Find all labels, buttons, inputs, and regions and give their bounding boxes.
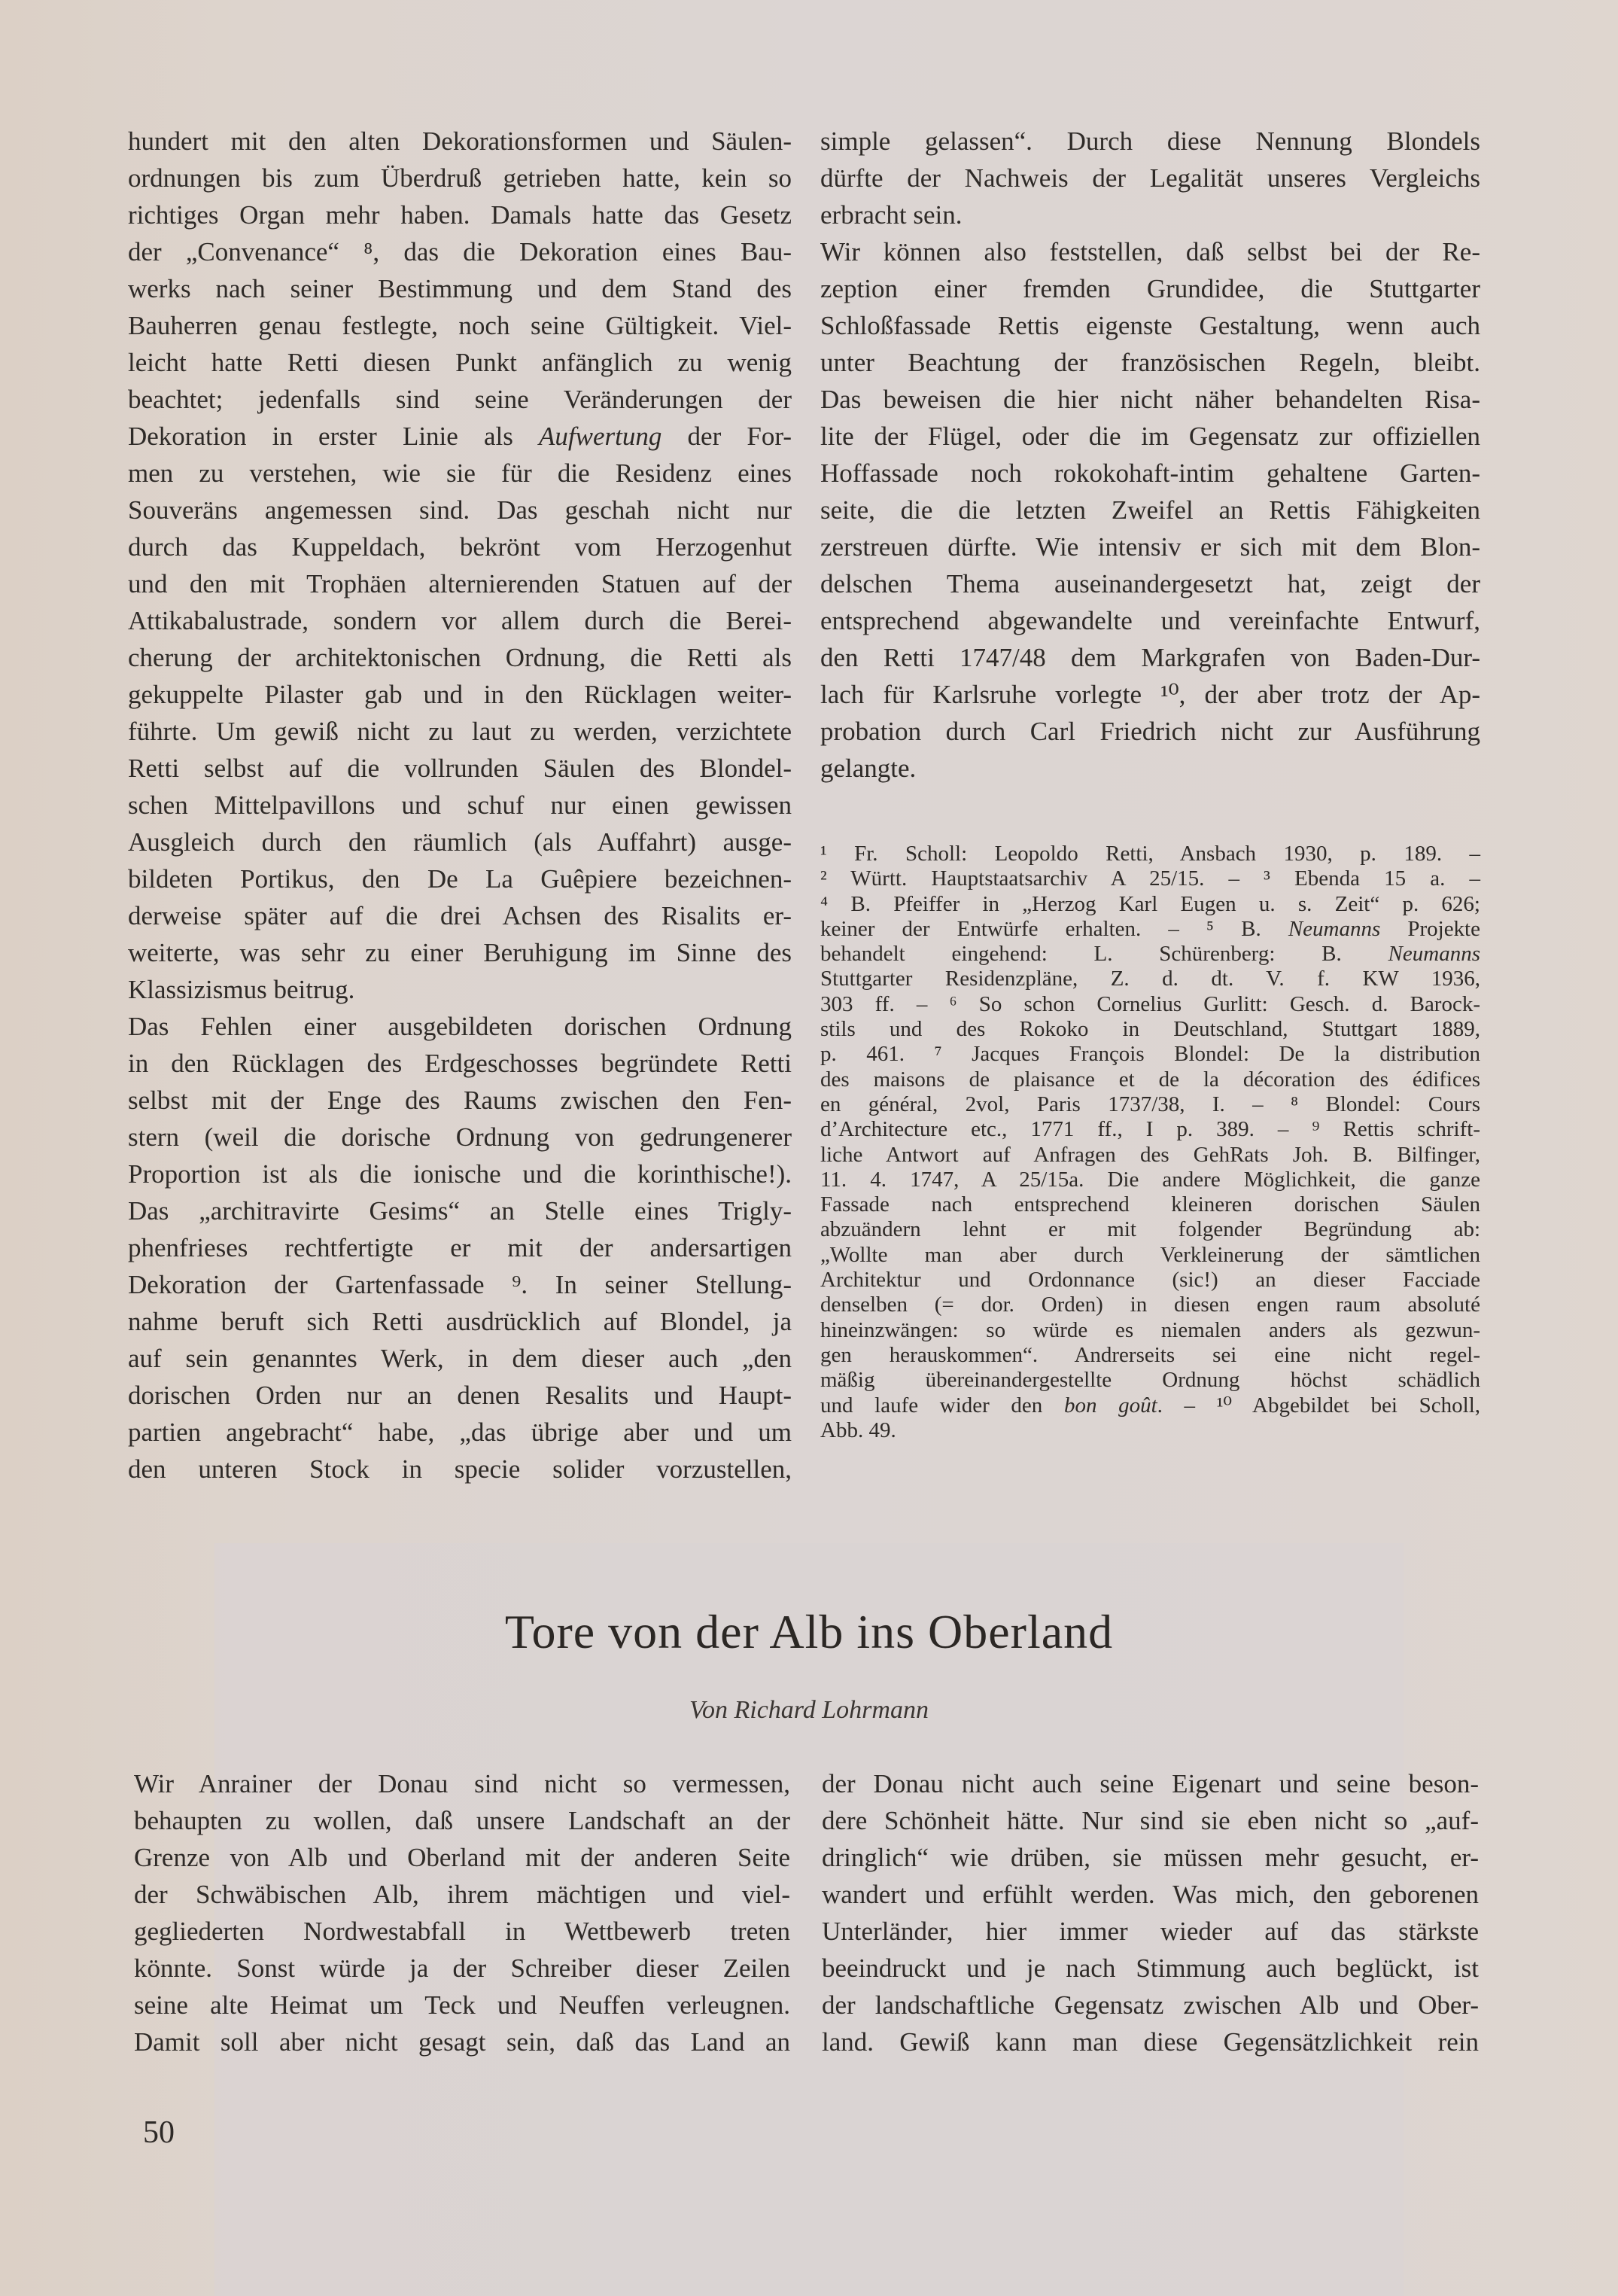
italic-emphasis: bon goût: [1063, 1393, 1157, 1417]
text-line: den unteren Stock in specie solider vorzustellen,: [128, 1454, 792, 1484]
footnote-line: „Wollte man aber durch Verkleinerung der sämtlichen: [820, 1242, 1480, 1267]
text-line: Wir Anrainer der Donau sind nicht so vermessen,: [134, 1769, 790, 1798]
text-line: partien angebracht“ habe, „das übrige aber und um: [128, 1417, 792, 1447]
text-line: men zu verstehen, wie sie für die Residenz eines: [128, 458, 792, 488]
text-line: seine alte Heimat um Teck und Neuffen verleugnen.: [134, 1990, 790, 2020]
text-line: Hoffassade noch rokokohaft-intim gehaltene Garten-: [820, 458, 1480, 488]
text-line: in den Rücklagen des Erdgeschosses begründete Retti: [128, 1049, 792, 1078]
footnote-line: ² Württ. Hauptstaatsarchiv A 25/15. – ³ Ebenda 15 a. –: [820, 866, 1480, 891]
text-line: Wir können also feststellen, daß selbst bei der Re-: [820, 237, 1480, 266]
footnote-line: abzuändern lehnt er mit folgender Begründung ab:: [820, 1217, 1480, 1242]
footnote-line: des maisons de plaisance et de la décoration des édifices: [820, 1067, 1480, 1092]
text-line: gegliederten Nordwestabfall in Wettbewerb treten: [134, 1917, 790, 1946]
text-line: der Schwäbischen Alb, ihrem mächtigen und viel-: [134, 1880, 790, 1909]
text-line: nahme beruft sich Retti ausdrücklich auf Blondel, ja: [128, 1307, 792, 1336]
text-line: durch das Kuppeldach, bekrönt vom Herzogenhut: [128, 532, 792, 562]
text-line: dere Schönheit hätte. Nur sind sie eben nicht so „auf-: [822, 1806, 1479, 1835]
footnote-line: keiner der Entwürfe erhalten. – ⁵ B. Neumanns Projekte: [820, 916, 1480, 941]
text-line: stern (weil die dorische Ordnung von gedrungenerer: [128, 1122, 792, 1152]
footnote-line: stils und des Rokoko in Deutschland, Stuttgart 1889,: [820, 1017, 1480, 1042]
text-line: hundert mit den alten Dekorationsformen und Säulen-: [128, 126, 792, 156]
text-line: ordnungen bis zum Überdruß getrieben hatte, kein so: [128, 163, 792, 193]
footnote-line: denselben (= dor. Orden) in diesen engen raum absoluté: [820, 1293, 1480, 1317]
text-line: Proportion ist als die ionische und die korinthische!).: [128, 1159, 792, 1189]
text-line: Das „architravirte Gesims“ an Stelle eines Trigly-: [128, 1196, 792, 1226]
text-line: Retti selbst auf die vollrunden Säulen des Blondel-: [128, 754, 792, 783]
footnote-line: Fassade nach entsprechend kleineren dorischen Säulen: [820, 1192, 1480, 1217]
footnotes: [820, 842, 1480, 1443]
text-line: richtiges Organ mehr haben. Damals hatte das Gesetz: [128, 200, 792, 230]
text-line: seite, die die letzten Zweifel an Rettis Fähigkeiten: [820, 495, 1480, 525]
footnote-line: Architektur und Ordonnance (sic!) an dieser Facciade: [820, 1268, 1480, 1293]
text-line: Grenze von Alb und Oberland mit der anderen Seite: [134, 1843, 790, 1872]
text-line: Bauherren genau festlegte, noch seine Gültigkeit. Viel-: [128, 311, 792, 340]
text-line: erbracht sein.: [820, 200, 963, 230]
text-line: zerstreuen dürfte. Wie intensiv er sich mit dem Blon-: [820, 532, 1480, 562]
text-line: land. Gewiß kann man diese Gegensätzlichkeit rein: [822, 2027, 1479, 2057]
text-line: und den mit Trophäen alternierenden Statuen auf der: [128, 569, 792, 598]
footnote-line: gen herauskommen“. Andrerseits sei eine nicht regel-: [820, 1342, 1480, 1367]
footnote-line: und laufe wider den bon goût. – ¹⁰ Abgebildet bei Scholl,: [820, 1393, 1481, 1417]
article-byline: Von Richard Lohrmann: [689, 1696, 929, 1724]
article-right-column: [822, 1765, 1479, 2060]
text-line: simple gelassen“. Durch diese Nennung Blondels: [820, 126, 1480, 156]
italic-emphasis: Neumanns: [1288, 916, 1381, 941]
article-title: Tore von der Alb ins Oberland: [504, 1605, 1114, 1658]
text-line: auf sein genanntes Werk, in dem dieser auch „den: [128, 1344, 792, 1373]
text-line: selbst mit der Enge des Raums zwischen den Fen-: [128, 1086, 792, 1115]
footnote-line: en général, 2vol, Paris 1737/38, I. – ⁸ Blondel: Cours: [820, 1092, 1480, 1116]
text-line: führte. Um gewiß nicht zu laut zu werden, verzichtete: [128, 717, 792, 746]
article-left-column: [134, 1765, 790, 2060]
footnote-line: ⁴ B. Pfeiffer in „Herzog Karl Eugen u. s. Zeit“ p. 626;: [820, 891, 1480, 916]
text-line: weiterte, was sehr zu einer Beruhigung im Sinne des: [128, 938, 792, 967]
text-line: zeption einer fremden Grundidee, die Stuttgarter: [820, 274, 1480, 303]
text-line: wandert und erfühlt werden. Was mich, den geborenen: [822, 1880, 1479, 1909]
text-line: Schloßfassade Rettis eigenste Gestaltung, wenn auch: [820, 311, 1480, 340]
italic-emphasis: Neumanns: [1388, 942, 1480, 967]
text-line-with-italic: Dekoration in erster Linie als Aufwertung der For-: [128, 422, 792, 451]
text-line: leicht hatte Retti diesen Punkt anfänglich zu wenig: [128, 348, 792, 377]
footnote-line: mäßig übereinandergestellte Ordnung höchst schädlich: [820, 1368, 1480, 1393]
text-line: Ausgleich durch den räumlich (als Auffahrt) ausge-: [128, 827, 792, 857]
footnote-line: behandelt eingehend: L. Schürenberg: B. Neumanns: [820, 942, 1480, 967]
text-line: behaupten zu wollen, daß unsere Landschaft an der: [134, 1806, 790, 1835]
footnote-line: p. 461. ⁷ Jacques François Blondel: De la distribution: [820, 1042, 1480, 1067]
text-line: Souveräns angemessen sind. Das geschah nicht nur: [128, 495, 792, 525]
page-number: 50: [143, 2115, 175, 2150]
text-line: cherung der architektonischen Ordnung, die Retti als: [128, 643, 792, 672]
footnote-line: liche Antwort auf Anfragen des GehRats Joh. B. Bilfinger,: [820, 1142, 1480, 1167]
text-line: der landschaftliche Gegensatz zwischen Alb und Ober-: [822, 1990, 1479, 2020]
text-line: probation durch Carl Friedrich nicht zur Ausführung: [820, 717, 1480, 746]
text-line: Das beweisen die hier nicht näher behandelten Risa-: [820, 385, 1480, 414]
text-line: dringlich“ wie drüben, sie müssen mehr gesucht, er-: [822, 1843, 1479, 1872]
text-line: lach für Karlsruhe vorlegte ¹⁰, der aber trotz der Ap-: [820, 680, 1480, 709]
text-line: entsprechend abgewandelte und vereinfachte Entwurf,: [820, 606, 1480, 635]
text-line: Damit soll aber nicht gesagt sein, daß das Land an: [134, 2027, 790, 2057]
text-line: werks nach seiner Bestimmung und dem Stand des: [128, 274, 792, 303]
text-line: dürfte der Nachweis der Legalität unseres Vergleichs: [820, 163, 1480, 193]
text-line: der „Convenance“ ⁸, das die Dekoration eines Bau-: [128, 237, 792, 266]
text-line: den Retti 1747/48 dem Markgrafen von Baden-Dur-: [820, 643, 1480, 672]
footnote-line: Abb. 49.: [820, 1417, 896, 1442]
text-line: derweise später auf die drei Achsen des Risalits er-: [128, 901, 792, 930]
footnote-line: 11. 4. 1747, A 25/15a. Die andere Möglichkeit, die ganze: [820, 1167, 1480, 1192]
text-line: beachtet; jedenfalls sind seine Veränderungen der: [128, 385, 792, 414]
text-line: phenfrieses rechtfertigte er mit der andersartigen: [128, 1233, 792, 1262]
footnote-line: Stuttgarter Residenzpläne, Z. d. dt. V. f. KW 1936,: [820, 967, 1480, 991]
text-line: delschen Thema auseinandergesetzt hat, zeigt der: [820, 569, 1480, 598]
text-line: Dekoration der Gartenfassade ⁹. In seiner Stellung-: [128, 1270, 792, 1299]
italic-emphasis: Aufwertung: [539, 422, 662, 451]
text-line: schen Mittelpavillons und schuf nur einen gewissen: [128, 790, 792, 820]
text-line: unter Beachtung der französischen Regeln, bleibt.: [820, 348, 1480, 377]
text-line: gekuppelte Pilaster gab und in den Rücklagen weiter-: [128, 680, 792, 709]
text-line: bildeten Portikus, den De La Guêpiere bezeichnen-: [128, 864, 792, 894]
footnote-line: d’Architecture etc., 1771 ff., I p. 389. – ⁹ Rettis schrift-: [820, 1117, 1480, 1142]
previous-article-left-column: [128, 123, 792, 1488]
text-line: lite der Flügel, oder die im Gegensatz zur offiziellen: [820, 422, 1480, 451]
text-line: Klassizismus beitrug.: [128, 975, 355, 1004]
text-line: beeindruckt und je nach Stimmung auch beglückt, ist: [822, 1953, 1479, 1983]
text-line: Unterländer, hier immer wieder auf das stärkste: [822, 1917, 1479, 1946]
text-line: könnte. Sonst würde ja der Schreiber dieser Zeilen: [134, 1953, 790, 1983]
text-line: dorischen Orden nur an denen Resalits und Haupt-: [128, 1381, 792, 1410]
footnote-line: 303 ff. – ⁶ So schon Cornelius Gurlitt: Gesch. d. Barock-: [820, 991, 1480, 1016]
text-line: der Donau nicht auch seine Eigenart und seine beson-: [822, 1769, 1479, 1798]
previous-article-right-column: [820, 123, 1480, 787]
footnote-line: ¹ Fr. Scholl: Leopoldo Retti, Ansbach 1930, p. 189. –: [820, 842, 1480, 866]
text-line: gelangte.: [820, 754, 917, 783]
text-line: Das Fehlen einer ausgebildeten dorischen Ordnung: [128, 1012, 792, 1041]
footnote-line: hineinzwängen: so würde es niemalen anders als gezwun-: [820, 1317, 1480, 1342]
text-line: Attikabalustrade, sondern vor allem durch die Berei-: [128, 606, 792, 635]
